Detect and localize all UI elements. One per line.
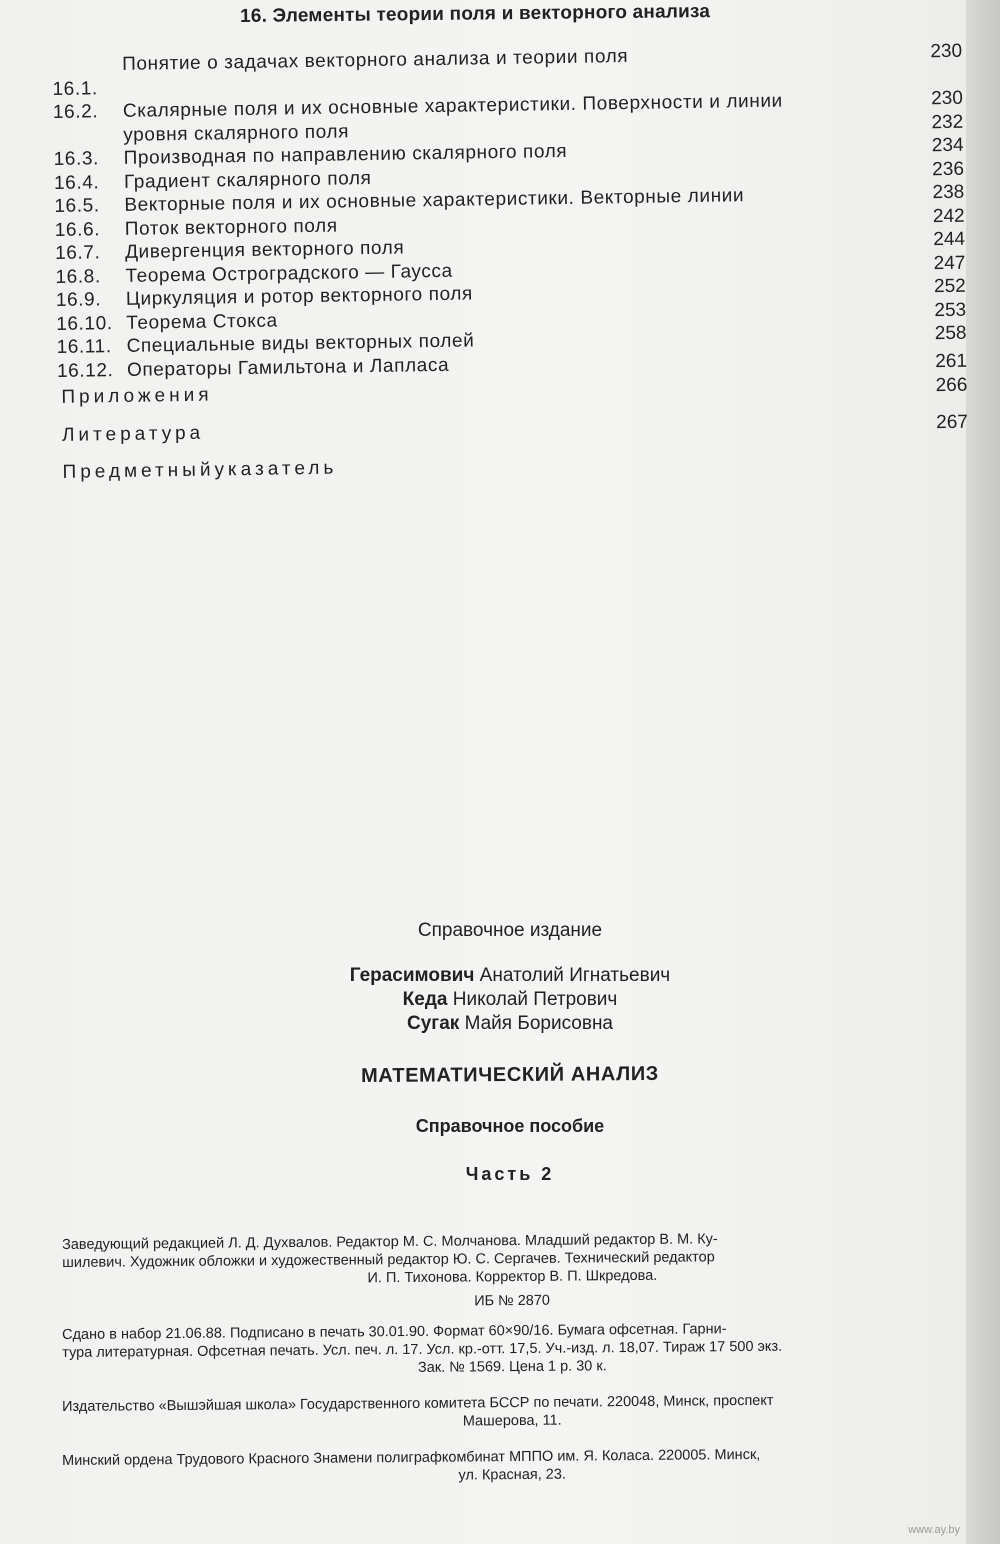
toc-num: 16.6.	[54, 218, 101, 241]
author: Кеда Николай Петрович	[402, 989, 618, 1010]
toc-page: 238	[932, 181, 965, 204]
page-edge-shadow	[966, 0, 1000, 1544]
toc-page: 266	[935, 374, 968, 396]
toc-page: 253	[934, 299, 967, 321]
toc-title: Поток векторного поля	[124, 215, 338, 240]
toc-title: Теорема Остроградского — Гаусса	[125, 260, 453, 287]
imprint-ib: ИБ № 2870	[474, 1292, 551, 1310]
toc-title: Приложения	[61, 384, 213, 408]
edition-type: Справочное издание	[417, 920, 603, 941]
toc-num: 16.9.	[55, 289, 102, 311]
toc-page: 230	[930, 40, 963, 63]
imprint-publisher: Издательство «Вышэйшая школа» Государственного комитета БССР по печати. 220048, Минск, проспект Машерова, 11.	[62, 1392, 774, 1430]
toc-num: 16.2.	[52, 101, 99, 123]
toc-title: Производная по направлению скалярного поля	[123, 140, 568, 169]
imprint-staff: Заведующий редакцией Л. Д. Духвалов. Редактор М. С. Молчанова. Младший редактор В. М. Ку- шилевич. Художник обложки и художественный редактор Ю. С. Сергачев. Технический редактор И. П. Тихонова. Корректор В. П. Шкредова.	[62, 1231, 718, 1287]
toc-num: 16.5.	[54, 195, 100, 217]
book-title: МАТЕМАТИЧЕСКИЙ АНАЛИЗ	[361, 1062, 659, 1088]
toc-title: Циркуляция и ротор векторного поля	[125, 283, 474, 310]
authors	[60, 964, 960, 1036]
toc-title: Векторные поля и их основные характеристики. Векторные линии	[124, 185, 745, 216]
toc-num: 16.1.	[52, 77, 98, 100]
toc-num: 16.10.	[56, 312, 113, 335]
toc-num: 16.12.	[56, 359, 114, 382]
toc-num: 16.8.	[55, 265, 101, 288]
table-of-contents	[52, 40, 969, 485]
book-part: Часть 2	[465, 1164, 555, 1184]
toc-title: уровня скалярного поля	[123, 120, 350, 146]
chapter-title: 16. Элементы теории поля и векторного анализа	[240, 1, 711, 27]
toc-title: Скалярные поля и их основные характеристики. Поверхности и линии	[122, 90, 783, 122]
toc-title: Понятие о задачах векторного анализа и теории поля	[122, 45, 629, 75]
toc-page: 247	[933, 252, 966, 274]
toc-page: 232	[931, 111, 964, 133]
toc-num: 16.11.	[56, 336, 112, 358]
toc-page: 244	[933, 228, 966, 251]
toc-title: Теорема Стокса	[126, 309, 278, 334]
book-subtitle: Справочное пособие	[415, 1116, 605, 1136]
toc-num: 16.7.	[54, 242, 101, 264]
imprint-printer: Минский ордена Трудового Красного Знамени полиграфкомбинат МППО им. Я. Коласа. 220005. Минск, ул. Красная, 23.	[62, 1446, 761, 1484]
toc-title: Градиент скалярного поля	[123, 167, 372, 193]
toc-title: Литература	[61, 422, 205, 446]
toc-title: Предметныйуказатель	[62, 457, 338, 483]
toc-page: 258	[934, 322, 967, 345]
toc-title: Дивергенция векторного поля	[124, 237, 405, 263]
toc-page: 267	[936, 411, 969, 434]
toc-num: 16.3.	[53, 148, 100, 170]
toc-title: Специальные виды векторных полей	[126, 330, 475, 357]
imprint-print-details: Сдано в набор 21.06.88. Подписано в печать 30.01.90. Формат 60×90/16. Бумага офсетная. Гарни- тура литературная. Офсетная печать. Усл. печ. л. 17. Усл. кр.-отт. 17,5. Уч.-изд. л. 18,07. Тираж 17 500 экз. Зак. № 1569. Цена 1 р. 30 к.	[62, 1321, 783, 1376]
toc-page: 252	[933, 275, 966, 298]
watermark: www.ay.by	[908, 1524, 960, 1536]
author: Герасимович Анатолий Игнатьевич	[349, 965, 671, 986]
toc-num: 16.4.	[53, 171, 100, 194]
toc-page: 261	[935, 350, 968, 373]
author: Сугак Майя Борисовна	[407, 1013, 613, 1034]
toc-page: 230	[930, 87, 963, 110]
toc-page: 234	[931, 134, 964, 157]
toc-title: Операторы Гамильтона и Лапласа	[126, 354, 450, 381]
toc-page: 236	[932, 158, 965, 180]
toc-page: 242	[932, 205, 965, 227]
